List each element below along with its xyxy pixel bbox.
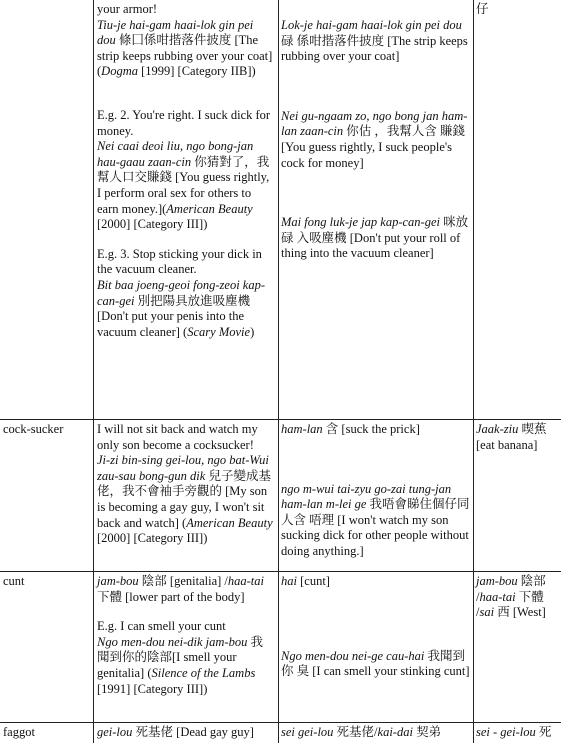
faggot-alt-cell <box>476 725 559 741</box>
term-cell <box>3 574 91 590</box>
translation-text: Nei gu-ngaam zo, ngo bong jan ham-lan zaan-cin 你估 ，我幫人含 賺錢 [You guess rightly, I suck people's cock for money] <box>281 108 468 170</box>
table-hline <box>0 419 561 420</box>
translation-text: Ngo men-dou nei-ge cau-hai 我聞到你 臭 [I can smell your stinking cunt] <box>281 648 470 679</box>
cock-example-cell <box>97 2 275 340</box>
alt-text: Jaak-ziu 喫蕉 [eat banana] <box>476 422 547 452</box>
cunt-alt-cell <box>476 574 559 621</box>
translation-text: sei gei-lou 死基佬/kai-dai 契弟 <box>281 725 442 739</box>
example-text: Ji-zi bin-sing gei-lou, ngo bat-Wui zau-sau bong-gun dik 兒子變成基佬，我不會袖手旁觀的 [My son is becoming a gay guy, I won't sit back and watch] (American Beauty [2000] [Category III]) <box>97 453 273 546</box>
translation-text: ham-lan 含 [suck the prick] <box>281 422 420 436</box>
term-cell <box>3 422 91 438</box>
example-heading: E.g. I can smell your cunt <box>97 619 226 634</box>
term-label: faggot <box>3 725 35 739</box>
example-text: Ngo men-dou nei-dik jam-bou 我聞到你的陰部[I smell your genitalia] (Silence of the Lambs [1991] [Category III]) <box>97 634 263 696</box>
sucker-translation-cell <box>281 422 471 560</box>
table-hline <box>0 722 561 723</box>
table-hline <box>0 571 561 572</box>
translation-text: ngo m-wui tai-zyu go-zai tung-jan ham-lan m-lei ge 我唔會睇住個仔同人含 唔理 [I won't watch my son sucking dick for other people without doing anything.] <box>281 481 470 558</box>
table-vline <box>278 0 279 743</box>
term-label: cunt <box>3 574 25 588</box>
cock-translation-cell <box>281 18 471 262</box>
definition-text: jam-bou 陰部 [genitalia] /haa-tai 下體 [lower part of the body] <box>97 574 264 604</box>
example-text: your armor! <box>97 2 158 16</box>
table-vline <box>473 0 474 743</box>
translation-text: hai [cunt] <box>281 574 330 588</box>
example-text: Tiu-je hai-gam haai-lok gin pei dou 條囗係咁揩落件披度 [The strip keeps rubbing over your coat] (Dogma [1999] [Category IIB]) <box>97 17 273 79</box>
example-heading: E.g. 3. Stop sticking your dick in the vacuum cleaner. <box>97 246 262 277</box>
cunt-translation-cell <box>281 574 471 680</box>
faggot-translation-cell <box>281 725 471 741</box>
alt-text: sei - gei-lou 死 <box>476 725 552 739</box>
sucker-example-cell <box>97 422 275 547</box>
alt-text: 仔 <box>476 2 489 16</box>
example-heading: E.g. 2. You're right. I suck dick for money. <box>97 107 271 138</box>
cock-alt-cell <box>476 2 559 18</box>
term-cell <box>3 725 91 741</box>
definition-text: gei-lou 死基佬 [Dead gay guy] <box>97 725 254 739</box>
faggot-example-cell <box>97 725 275 741</box>
example-text: Nei caai deoi liu, ngo bong-jan hau-gaau zaan-cin 你猜對了，我幫人口交賺錢 [You guess rightly, I perform oral sex for others to earn money.](American Beauty [2000] [Category III]) <box>97 139 270 232</box>
sucker-alt-cell <box>476 422 559 453</box>
alt-text: jam-bou 陰部 /haa-tai 下體 /sai 西 [West] <box>476 574 546 620</box>
example-text: Bit baa joeng-geoi fong-zeoi kap-can-gei 別把陽具放進吸塵機 [Don't put your penis into the vacuum cleaner] (Scary Movie) <box>97 277 266 339</box>
table-vline <box>93 0 94 743</box>
translation-text: Mai fong luk-je jap kap-can-gei 咪放碌 入吸塵機 [Don't put your roll of thing into the vacuum cleaner] <box>281 215 469 261</box>
translation-text: Lok-je hai-gam haai-lok gin pei dou 碌 係咁揩落件披度 [The strip keeps rubbing over your coat] <box>281 18 468 64</box>
cunt-example-cell <box>97 574 275 697</box>
term-label: cock-sucker <box>3 422 64 436</box>
example-heading: I will not sit back and watch my only son become a cocksucker! <box>97 422 258 452</box>
